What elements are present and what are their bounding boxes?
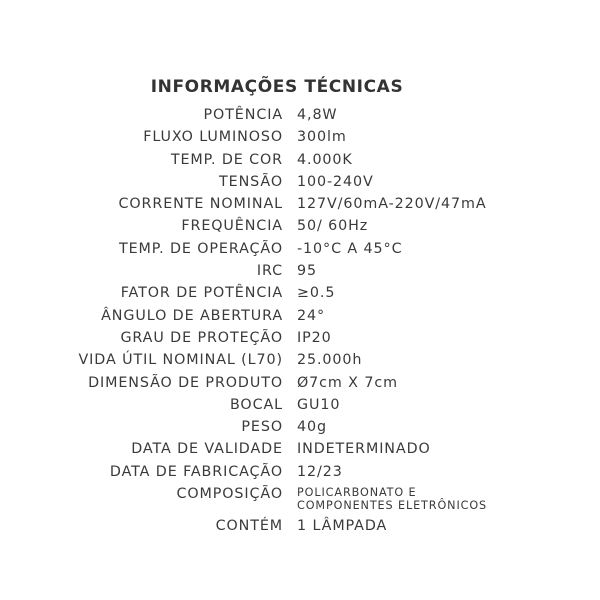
spec-row-dimensao-produto (0, 372, 600, 394)
spec-value: 24° (297, 307, 326, 324)
spec-label: CONTÉM (215, 518, 283, 535)
spec-value-line: POLICARBONATO E (297, 486, 417, 500)
spec-row-frequencia (0, 215, 600, 237)
spec-value (297, 487, 487, 512)
spec-row-temp-cor (0, 149, 600, 171)
spec-row-potencia (0, 104, 600, 126)
page-title: INFORMAÇÕES TÉCNICAS (150, 77, 404, 97)
spec-value: GU10 (297, 396, 341, 413)
spec-row-fluxo-luminoso (0, 126, 600, 148)
spec-label: DIMENSÃO DE PRODUTO (88, 374, 283, 391)
spec-value: 40g (297, 419, 327, 436)
spec-label: VIDA ÚTIL NOMINAL (L70) (78, 352, 283, 369)
spec-row-data-validade (0, 438, 600, 460)
spec-label: IRC (256, 263, 283, 280)
spec-row-bocal (0, 394, 600, 416)
spec-value: Ø7cm X 7cm (297, 374, 398, 391)
spec-row-data-fabricacao (0, 461, 600, 483)
spec-label: FATOR DE POTÊNCIA (120, 285, 283, 302)
spec-label: FREQUÊNCIA (181, 218, 283, 235)
spec-value: 300lm (297, 129, 347, 146)
spec-table (0, 104, 600, 537)
spec-label: POTÊNCIA (203, 107, 283, 123)
spec-label: FLUXO LUMINOSO (143, 129, 283, 146)
spec-row-fator-potencia (0, 282, 600, 304)
spec-label: ÂNGULO DE ABERTURA (101, 307, 283, 324)
spec-row-temp-operacao (0, 238, 600, 260)
spec-row-corrente-nominal (0, 193, 600, 215)
spec-label: DATA DE FABRICAÇÃO (109, 463, 283, 480)
spec-value: 95 (297, 263, 317, 280)
spec-value: 1 LÂMPADA (297, 518, 388, 535)
spec-row-contem (0, 515, 600, 537)
spec-value: 100-240V (297, 173, 374, 190)
spec-row-irc (0, 260, 600, 282)
spec-value: -10°C A 45°C (297, 240, 403, 257)
spec-value: INDETERMINADO (297, 441, 431, 458)
spec-label: DATA DE VALIDADE (131, 441, 283, 458)
spec-label: TEMP. DE OPERAÇÃO (118, 240, 283, 257)
spec-value: 4,8W (297, 107, 338, 123)
spec-label: BOCAL (229, 396, 283, 413)
spec-value: 12/23 (297, 463, 343, 480)
spec-value: 127V/60mA-220V/47mA (297, 196, 487, 213)
spec-row-angulo-abertura (0, 305, 600, 327)
spec-row-vida-util (0, 349, 600, 371)
spec-row-composicao (0, 483, 600, 515)
spec-label: TEMP. DE COR (170, 151, 283, 168)
spec-label: PESO (241, 419, 283, 436)
spec-value: 25.000h (297, 352, 363, 369)
spec-row-tensao (0, 171, 600, 193)
spec-value: 50/ 60Hz (297, 218, 369, 235)
spec-row-grau-protecao (0, 327, 600, 349)
spec-label: GRAU DE PROTEÇÃO (120, 329, 283, 346)
spec-value: IP20 (297, 329, 332, 346)
spec-value-line: COMPONENTES ELETRÔNICOS (297, 498, 488, 512)
spec-row-peso (0, 416, 600, 438)
spec-value: 4.000K (297, 151, 353, 168)
spec-label: COMPOSIÇÃO (176, 486, 283, 503)
spec-label: CORRENTE NOMINAL (118, 196, 283, 213)
spec-value: ≥0.5 (297, 285, 336, 302)
spec-label: TENSÃO (219, 173, 283, 190)
